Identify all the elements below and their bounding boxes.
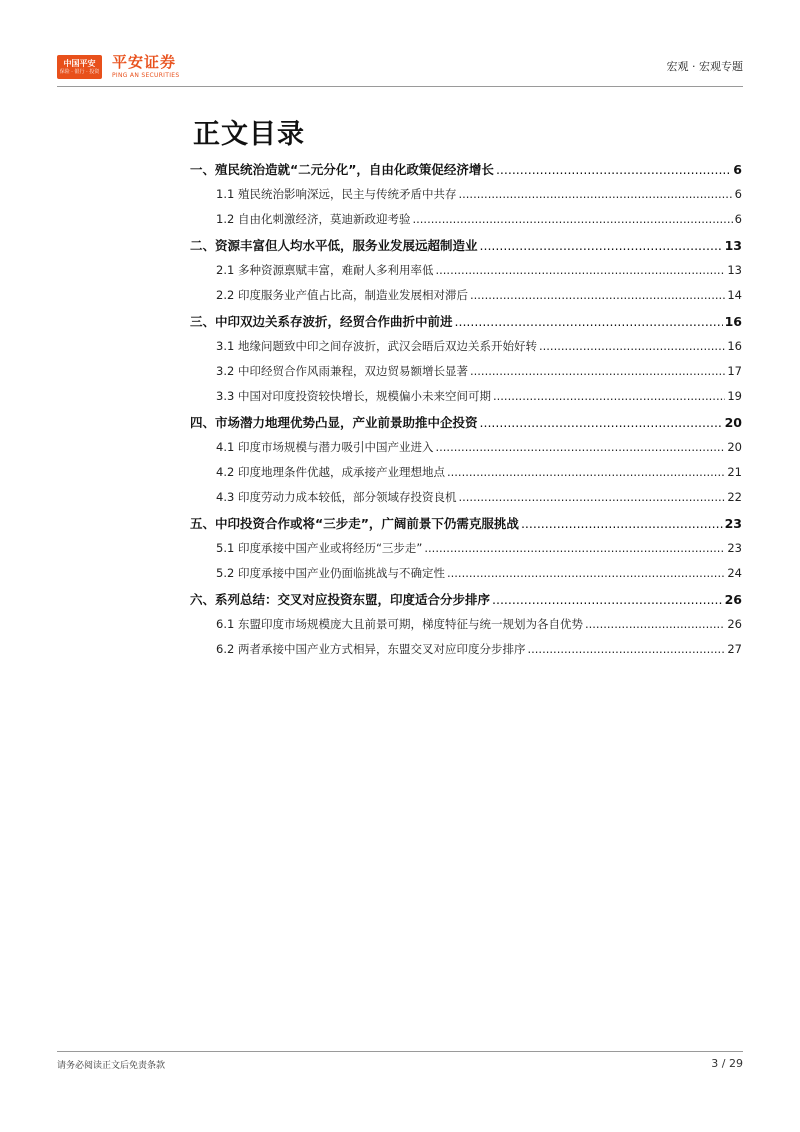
toc-entry-page: 23 xyxy=(727,541,742,555)
toc-entry-page: 16 xyxy=(724,314,742,329)
toc-entry-page: 17 xyxy=(727,364,742,378)
toc-subsection-entry[interactable] xyxy=(190,338,742,363)
toc-entry-label: 5.2 印度承接中国产业仍面临挑战与不确定性 xyxy=(216,566,445,580)
toc-entry-label: 1.2 自由化刺激经济，莫迪新政迎考验 xyxy=(216,212,411,226)
header-divider xyxy=(57,86,743,87)
toc-entry-page: 6 xyxy=(734,212,742,226)
toc-entry-label: 6.2 两者承接中国产业方式相异，东盟交叉对应印度分步排序 xyxy=(216,642,526,656)
footer-divider xyxy=(57,1051,743,1052)
logo-badge-top: 中国平安 xyxy=(63,58,96,68)
toc-entry-label: 三、中印双边关系存波折，经贸合作曲折中前进 xyxy=(190,314,453,329)
toc-dot-leader xyxy=(585,617,725,631)
toc-entry-page: 6 xyxy=(734,187,742,201)
toc-entry-label: 2.1 多种资源禀赋丰富，难耐人多利用率低 xyxy=(216,263,434,277)
toc-entry-label: 4.2 印度地理条件优越，成承接产业理想地点 xyxy=(216,465,445,479)
toc-entry-page: 24 xyxy=(727,566,742,580)
toc-subsection-entry[interactable] xyxy=(190,439,742,464)
toc-dot-leader xyxy=(470,288,725,302)
toc-subsection-entry[interactable] xyxy=(190,363,742,388)
toc-dot-leader xyxy=(480,238,723,253)
toc-dot-leader xyxy=(435,263,725,277)
toc-entry-label: 五、中印投资合作或将“三步走”，广阔前景下仍需克服挑战 xyxy=(190,516,519,531)
toc-entry-label: 六、系列总结：交叉对应投资东盟，印度适合分步排序 xyxy=(190,592,491,607)
toc-dot-leader xyxy=(424,541,725,555)
table-of-contents xyxy=(190,160,742,666)
toc-entry-label: 二、资源丰富但人均水平低，服务业发展远超制造业 xyxy=(190,238,478,253)
toc-entry-page: 26 xyxy=(727,617,742,631)
toc-entry-page: 13 xyxy=(727,263,742,277)
toc-subsection-entry[interactable] xyxy=(190,464,742,489)
toc-entry-page: 14 xyxy=(727,288,742,302)
toc-subsection-entry[interactable] xyxy=(190,186,742,211)
toc-dot-leader xyxy=(447,465,725,479)
toc-dot-leader xyxy=(492,592,723,607)
logo-badge-bottom: 保险 · 银行 · 投资 xyxy=(59,68,100,75)
toc-dot-leader xyxy=(470,364,725,378)
toc-section-entry[interactable] xyxy=(190,236,742,262)
toc-entry-label: 3.3 中国对印度投资较快增长，规模偏小未来空间可期 xyxy=(216,389,491,403)
toc-entry-label: 3.2 中印经贸合作风雨兼程，双边贸易额增长显著 xyxy=(216,364,468,378)
toc-section-entry[interactable] xyxy=(190,312,742,338)
toc-entry-page: 20 xyxy=(727,440,742,454)
toc-dot-leader xyxy=(527,642,725,656)
toc-dot-leader xyxy=(455,314,723,329)
toc-entry-label: 6.1 东盟印度市场规模庞大且前景可期，梯度特征与统一规划为各自优势 xyxy=(216,617,583,631)
toc-entry-label: 4.3 印度劳动力成本较低，部分领域存投资良机 xyxy=(216,490,457,504)
toc-entry-page: 20 xyxy=(724,415,742,430)
toc-entry-page: 27 xyxy=(727,642,742,656)
toc-entry-page: 6 xyxy=(733,162,742,177)
toc-subsection-entry[interactable] xyxy=(190,287,742,312)
toc-subsection-entry[interactable] xyxy=(190,540,742,565)
toc-subsection-entry[interactable] xyxy=(190,565,742,590)
company-logo xyxy=(57,54,180,80)
toc-dot-leader xyxy=(539,339,725,353)
toc-subsection-entry[interactable] xyxy=(190,641,742,666)
toc-entry-page: 26 xyxy=(724,592,742,607)
logo-name-cn: 平安证券 xyxy=(112,53,177,71)
toc-section-entry[interactable] xyxy=(190,413,742,439)
toc-entry-page: 21 xyxy=(727,465,742,479)
toc-subsection-entry[interactable] xyxy=(190,211,742,236)
toc-dot-leader xyxy=(493,389,725,403)
toc-dot-leader xyxy=(458,187,732,201)
toc-entry-page: 19 xyxy=(727,389,742,403)
toc-entry-label: 一、殖民统治造就“二元分化”，自由化政策促经济增长 xyxy=(190,162,494,177)
toc-entry-label: 四、市场潜力地理优势凸显，产业前景助推中企投资 xyxy=(190,415,478,430)
toc-dot-leader xyxy=(458,490,725,504)
toc-entry-label: 4.1 印度市场规模与潜力吸引中国产业进入 xyxy=(216,440,434,454)
page-number: 3 / 29 xyxy=(711,1057,743,1070)
footer-disclaimer: 请务必阅读正文后免责条款 xyxy=(57,1061,166,1071)
toc-subsection-entry[interactable] xyxy=(190,262,742,287)
toc-section-entry[interactable] xyxy=(190,514,742,540)
toc-dot-leader xyxy=(412,212,732,226)
toc-entry-page: 22 xyxy=(727,490,742,504)
toc-subsection-entry[interactable] xyxy=(190,388,742,413)
page-title: 正文目录 xyxy=(193,119,305,150)
toc-entry-page: 16 xyxy=(727,339,742,353)
toc-dot-leader xyxy=(447,566,725,580)
toc-entry-label: 1.1 殖民统治影响深远，民主与传统矛盾中共存 xyxy=(216,187,457,201)
toc-subsection-entry[interactable] xyxy=(190,616,742,641)
ping-an-badge xyxy=(57,55,102,79)
toc-section-entry[interactable] xyxy=(190,160,742,186)
toc-dot-leader xyxy=(435,440,725,454)
logo-name-en: PING AN SECURITIES xyxy=(112,72,180,79)
toc-entry-label: 2.2 印度服务业产值占比高，制造业发展相对滞后 xyxy=(216,288,468,302)
report-category: 宏观 · 宏观专题 xyxy=(666,60,743,73)
toc-entry-label: 5.1 印度承接中国产业或将经历“三步走” xyxy=(216,541,423,555)
toc-dot-leader xyxy=(521,516,723,531)
toc-subsection-entry[interactable] xyxy=(190,489,742,514)
toc-entry-page: 23 xyxy=(724,516,742,531)
toc-section-entry[interactable] xyxy=(190,590,742,616)
toc-entry-page: 13 xyxy=(724,238,742,253)
toc-dot-leader xyxy=(480,415,723,430)
toc-entry-label: 3.1 地缘问题致中印之间存波折，武汉会晤后双边关系开始好转 xyxy=(216,339,537,353)
toc-dot-leader xyxy=(496,162,731,177)
